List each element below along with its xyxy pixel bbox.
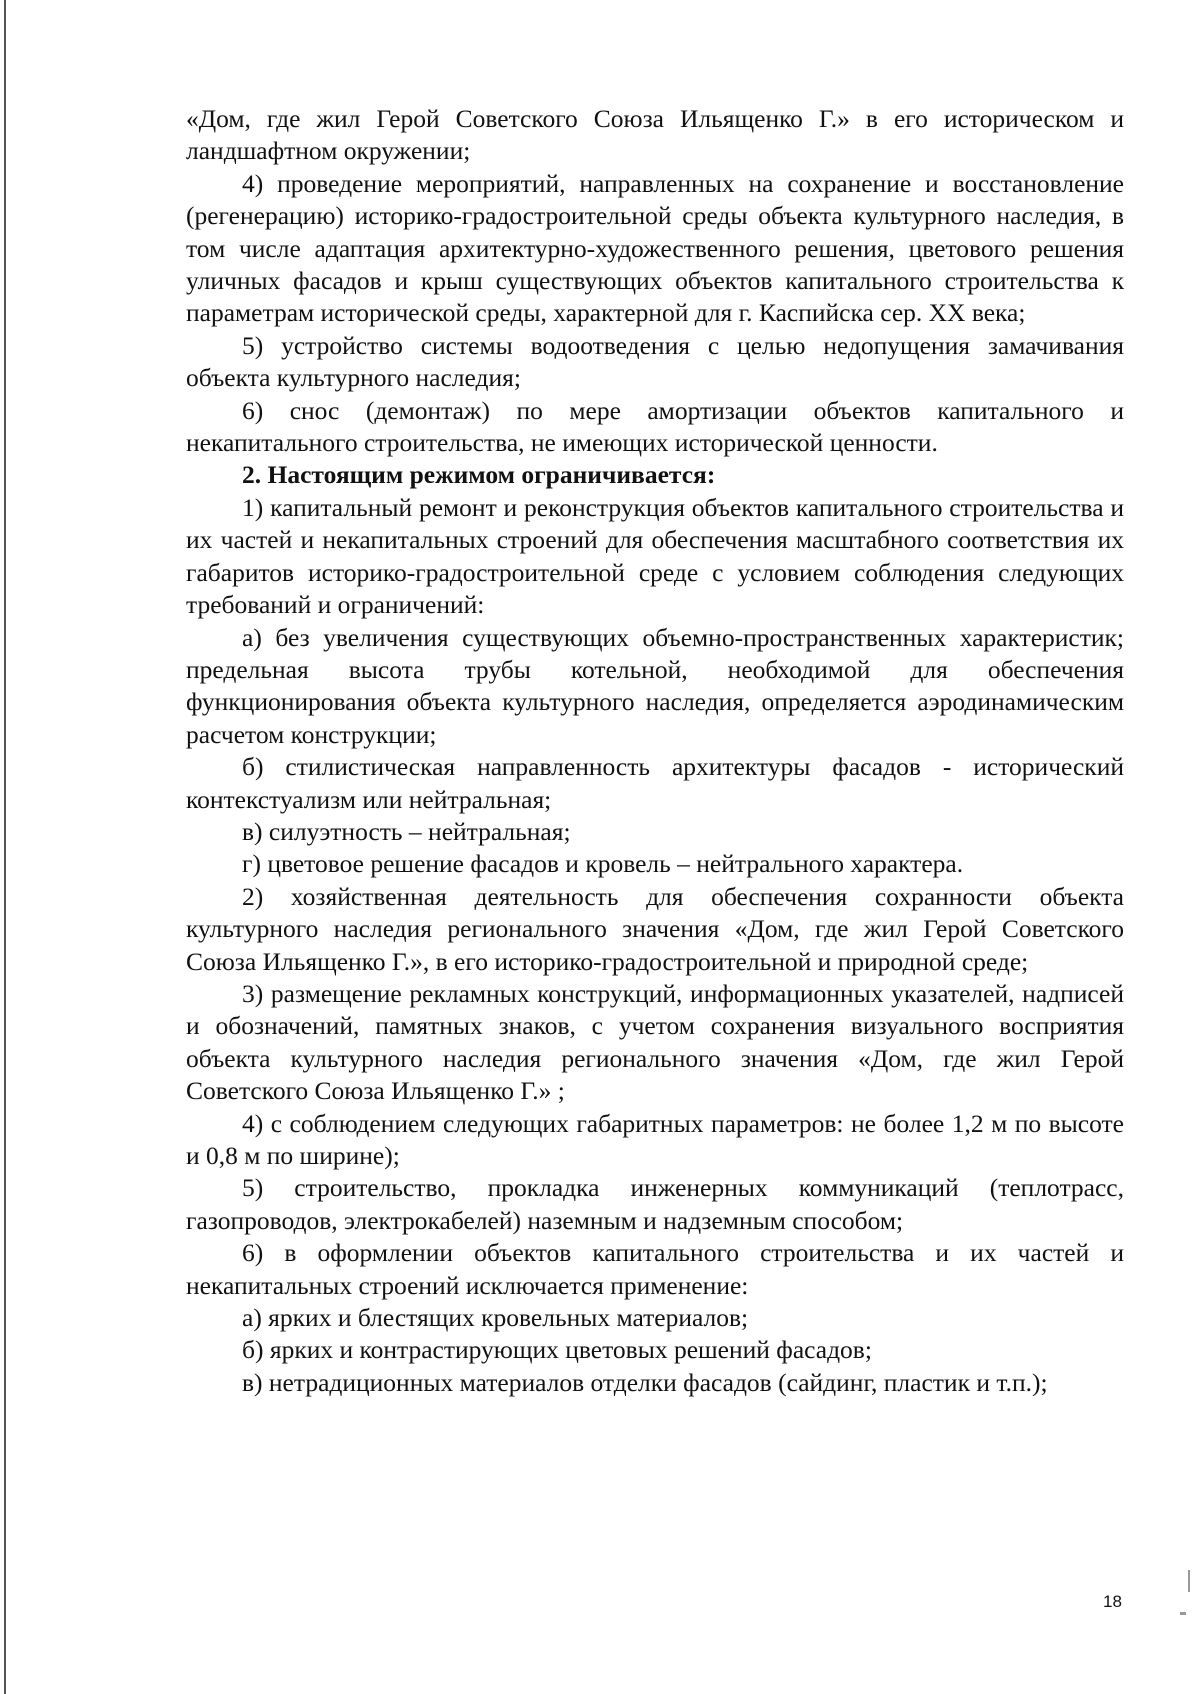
document-body: [186, 103, 1124, 1399]
scan-mark: [1180, 1612, 1186, 1615]
paragraph-8: в) силуэтность – нейтральная;: [242, 816, 571, 846]
paragraph-10: 2) хозяйственная деятельность для обеспечения сохранности объекта культурного наследия регионального значения «Дом, где жил Герой Советского Союза Ильященко Г.», в его историко-градостроительной и природной среде;: [186, 881, 1124, 976]
page-number: 18: [1103, 1592, 1122, 1611]
paragraph-0: «Дом, где жил Герой Советского Союза Ильященко Г.» в его историческом и ландшафтном окружении;: [186, 104, 1124, 166]
section-heading: 2. Настоящим режимом ограничивается:: [242, 460, 716, 490]
paragraph-2: 5) устройство системы водоотведения с целью недопущения замачивания объекта культурного наследия;: [186, 330, 1124, 393]
scan-left-edge: [4, 0, 6, 1694]
paragraph-5: 1) капитальный ремонт и реконструкция объектов капитального строительства и их частей и некапитальных строений для обеспечения масштабного соответствия их габаритов историко-градостроительной среде с условием соблюдения следующих требований и ограничений:: [186, 492, 1124, 620]
scan-mark: [1188, 1570, 1190, 1592]
paragraph-11: 3) размещение рекламных конструкций, информационных указателей, надписей и обозначений, памятных знаков, с учетом сохранения визуального восприятия объекта культурного наследия регионального значения «Дом, где жил Герой Советского Союза Ильященко Г.» ;: [186, 978, 1124, 1106]
paragraph-16: б) ярких и контрастирующих цветовых решений фасадов;: [242, 1335, 872, 1365]
paragraph-14: 6) в оформлении объектов капитального строительства и их частей и некапитальных строений исключается применение:: [186, 1238, 1124, 1300]
paragraph-15: а) ярких и блестящих кровельных материалов;: [242, 1303, 749, 1333]
paragraph-17: в) нетрадиционных материалов отделки фасадов (сайдинг, пластик и т.п.);: [242, 1367, 1048, 1397]
paragraph-7: б) стилистическая направленность архитектуры фасадов - исторический контекстуализм или нейтральная;: [186, 752, 1124, 814]
paragraph-1: 4) проведение мероприятий, направленных на сохранение и восстановление (регенерацию) историко-градостроительной среды объекта культурного наследия, в том числе адаптация архитектурно-художественного решения, цветового решения уличных фасадов и крыш существующих объектов капитального строительства к параметрам исторической среды, характерной для г. Каспийска сер. XX века;: [186, 168, 1124, 328]
paragraph-13: 5) строительство, прокладка инженерных коммуникаций (теплотрасс, газопроводов, электрокабелей) наземным и надземным способом;: [186, 1173, 1124, 1235]
paragraph-12: 4) с соблюдением следующих габаритных параметров: не более 1,2 м по высоте и 0,8 м по ширине);: [186, 1108, 1124, 1170]
paragraph-6: а) без увеличения существующих объемно-пространственных характеристик; предельная высота трубы котельной, необходимой для обеспечения функционирования объекта культурного наследия, определяется аэродинамическим расчетом конструкции;: [186, 622, 1124, 749]
paragraph-9: г) цветовое решение фасадов и кровель – нейтрального характера.: [242, 849, 964, 879]
paragraph-3: 6) снос (демонтаж) по мере амортизации объектов капитального и некапитального строительства, не имеющих исторической ценности.: [186, 395, 1124, 458]
